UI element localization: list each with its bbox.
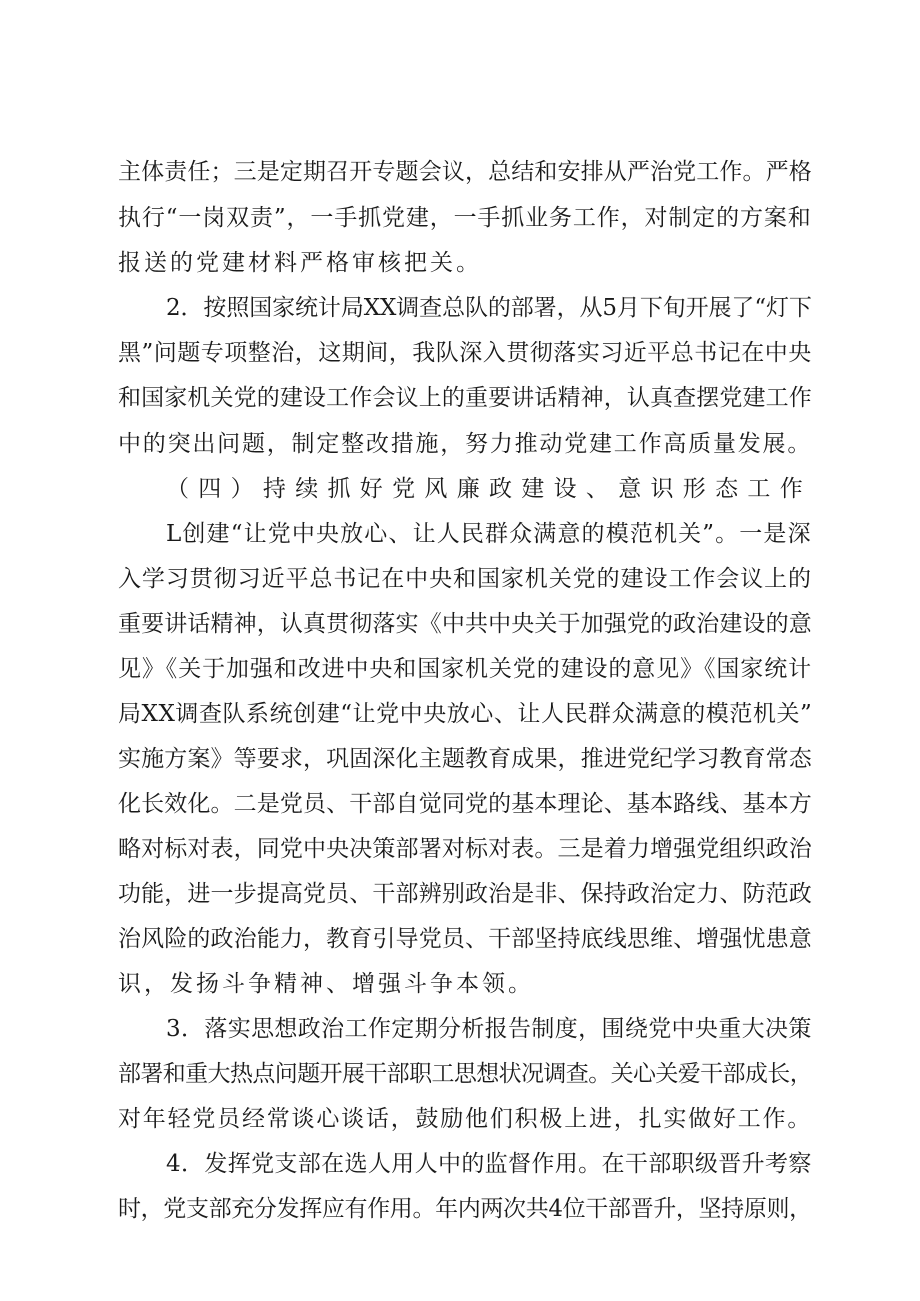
text-line: 主体责任；三是定期召开专题会议，总结和安排从严治党工作。严格: [118, 159, 812, 185]
text-line: 局XX调查队系统创建“让党中央放心、让人民群众满意的模范机关”: [118, 701, 813, 727]
text-line: 黑”问题专项整治，这期间，我队深入贯彻落实习近平总书记在中央: [118, 340, 812, 366]
text-line: 和国家机关党的建设工作会议上的重要讲话精神，认真查摆党建工作: [118, 385, 812, 411]
text-line: 重要讲话精神，认真贯彻落实《中共中央关于加强党的政治建设的意: [118, 611, 812, 637]
text-line: 报送的党建材料严格审核把关。: [118, 250, 482, 276]
text-line: 功能，进一步提高党员、干部辨别政治是非、保持政治定力、防范政: [118, 881, 812, 907]
text-line: 化长效化。二是党员、干部自觉同党的基本理论、基本路线、基本方: [118, 791, 812, 817]
text-line: 对年轻党员经常谈心谈话，鼓励他们积极上进，扎实做好工作。: [118, 1106, 813, 1132]
text-line: 部署和重大热点问题开展干部职工思想状况调查。关心关爱干部成长，: [118, 1061, 813, 1087]
text-line: 中的突出问题，制定整改措施，努力推动党建工作高质量发展。: [118, 431, 813, 457]
text-line: L创建“让党中央放心、让人民群众满意的模范机关”。一是深: [166, 521, 812, 547]
text-line: 实施方案》等要求，巩固深化主题教育成果，推进党纪学习教育常态: [118, 746, 812, 772]
text-line: 治风险的政治能力，教育引导党员、干部坚持底线思维、增强忧患意: [118, 926, 812, 952]
text-line: 4．发挥党支部在选人用人中的监督作用。在干部职级晋升考察: [166, 1151, 812, 1177]
text-line: 略对标对表，同党中央决策部署对标对表。三是着力增强党组织政治: [118, 836, 812, 862]
text-line: 时，党支部充分发挥应有作用。年内两次共4位干部晋升，坚持原则，: [118, 1196, 812, 1222]
text-line: 识，发扬斗争精神、增强斗争本领。: [118, 971, 534, 997]
text-line: 入学习贯彻习近平总书记在中央和国家机关党的建设工作会议上的: [118, 566, 812, 592]
text-line: 3．落实思想政治工作定期分析报告制度，围绕党中央重大决策: [166, 1016, 812, 1042]
text-line: 执行“一岗双责”，一手抓党建，一手抓业务工作，对制定的方案和: [118, 205, 812, 231]
section-heading: （四）持续抓好党风廉政建设、意识形态工作: [166, 476, 812, 502]
text-line: 2．按照国家统计局XX调查总队的部署，从5月下旬开展了“灯下: [166, 295, 812, 321]
text-line: 见》《关于加强和改进中央和国家机关党的建设的意见》《国家统计: [118, 656, 812, 682]
